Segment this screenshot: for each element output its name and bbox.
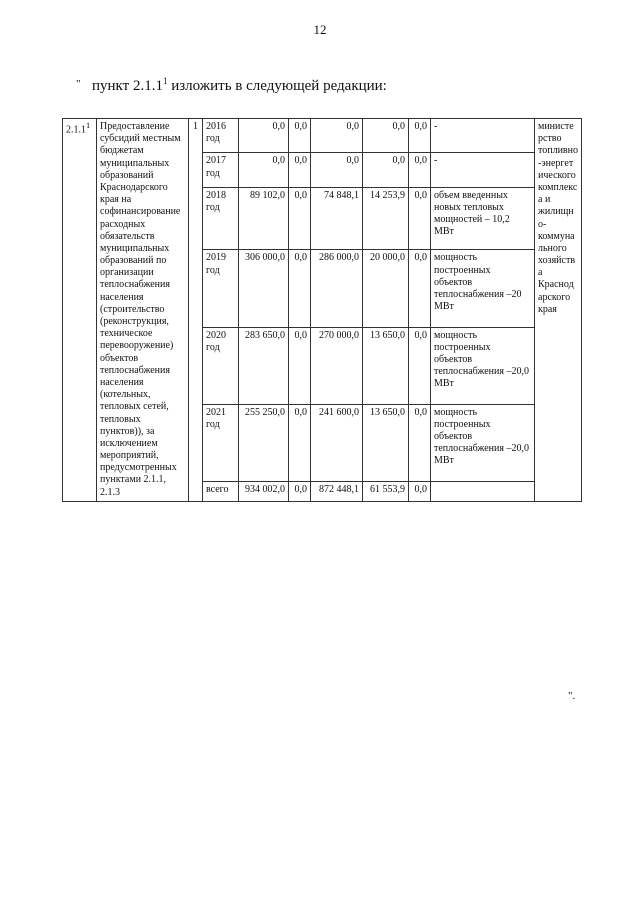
- total-amount-cell: 283 650,0: [239, 327, 289, 404]
- other-sources-cell: 0,0: [409, 404, 431, 481]
- federal-budget-cell: 0,0: [289, 481, 311, 501]
- row-number-superscript: 1: [86, 121, 91, 130]
- year-cell: 2017 год: [203, 153, 239, 187]
- row-number: [63, 119, 97, 502]
- regional-budget-cell: 241 600,0: [311, 404, 363, 481]
- regional-budget-cell: 0,0: [311, 119, 363, 153]
- local-budget-cell: 61 553,9: [363, 481, 409, 501]
- local-budget-cell: 13 650,0: [363, 327, 409, 404]
- result-cell: объем введенных новых тепловых мощностей – 10,2 МВт: [431, 187, 535, 250]
- local-budget-cell: 0,0: [363, 119, 409, 153]
- other-sources-cell: 0,0: [409, 119, 431, 153]
- year-cell: 2016 год: [203, 119, 239, 153]
- year-cell: 2020 год: [203, 327, 239, 404]
- regional-budget-cell: 286 000,0: [311, 250, 363, 327]
- total-amount-cell: 0,0: [239, 153, 289, 187]
- heading-text-after: изложить в следующей редакции:: [167, 78, 387, 94]
- federal-budget-cell: 0,0: [289, 187, 311, 250]
- other-sources-cell: 0,0: [409, 481, 431, 501]
- responsible-body: министерство топливно-энергетического комплекса и жилищно-коммунального хозяйства Краснодарского края: [535, 119, 582, 502]
- other-sources-cell: 0,0: [409, 153, 431, 187]
- local-budget-cell: 13 650,0: [363, 404, 409, 481]
- year-cell: 2019 год: [203, 250, 239, 327]
- program-activity-table: [62, 118, 582, 502]
- other-sources-cell: 0,0: [409, 327, 431, 404]
- heading-superscript: 1: [162, 76, 168, 86]
- total-amount-cell: 89 102,0: [239, 187, 289, 250]
- regional-budget-cell: 872 448,1: [311, 481, 363, 501]
- amendment-heading: [92, 76, 387, 95]
- other-sources-cell: 0,0: [409, 250, 431, 327]
- regional-budget-cell: 270 000,0: [311, 327, 363, 404]
- federal-budget-cell: 0,0: [289, 404, 311, 481]
- result-cell: мощность построенных объектов теплоснабжения –20,0 МВт: [431, 404, 535, 481]
- opening-quote: ": [76, 78, 81, 90]
- row-number-text: 2.1.1: [66, 124, 86, 136]
- federal-budget-cell: 0,0: [289, 119, 311, 153]
- result-cell: -: [431, 153, 535, 187]
- result-cell: мощность построенных объектов теплоснабжения –20 МВт: [431, 250, 535, 327]
- result-cell: -: [431, 119, 535, 153]
- other-sources-cell: 0,0: [409, 187, 431, 250]
- local-budget-cell: 14 253,9: [363, 187, 409, 250]
- total-amount-cell: 934 002,0: [239, 481, 289, 501]
- total-amount-cell: 306 000,0: [239, 250, 289, 327]
- federal-budget-cell: 0,0: [289, 153, 311, 187]
- regional-budget-cell: 0,0: [311, 153, 363, 187]
- result-cell: мощность построенных объектов теплоснабжения –20,0 МВт: [431, 327, 535, 404]
- activity-description: Предоставление субсидий местным бюджетам муниципальных образований Краснодарского края на софинансирование расходных обязательств муниципальных образований по организации теплоснабжения населения (строительство (реконструкция, техническое перевооружение) объектов теплоснабжения населения (котельных, тепловых сетей, тепловых пунктов)), за исключением мероприятий, предусмотренных пунктами 2.1.1, 2.1.3: [97, 119, 189, 502]
- total-amount-cell: 255 250,0: [239, 404, 289, 481]
- local-budget-cell: 20 000,0: [363, 250, 409, 327]
- local-budget-cell: 0,0: [363, 153, 409, 187]
- year-cell: 2021 год: [203, 404, 239, 481]
- year-cell: 2018 год: [203, 187, 239, 250]
- federal-budget-cell: 0,0: [289, 250, 311, 327]
- table-row: [63, 119, 582, 153]
- federal-budget-cell: 0,0: [289, 327, 311, 404]
- result-cell: [431, 481, 535, 501]
- heading-text-before: пункт 2.1.1: [92, 78, 163, 94]
- regional-budget-cell: 74 848,1: [311, 187, 363, 250]
- total-amount-cell: 0,0: [239, 119, 289, 153]
- year-cell: всего: [203, 481, 239, 501]
- closing-marks: ".: [568, 690, 576, 702]
- status-code: 1: [189, 119, 203, 502]
- page-number: 12: [313, 22, 327, 37]
